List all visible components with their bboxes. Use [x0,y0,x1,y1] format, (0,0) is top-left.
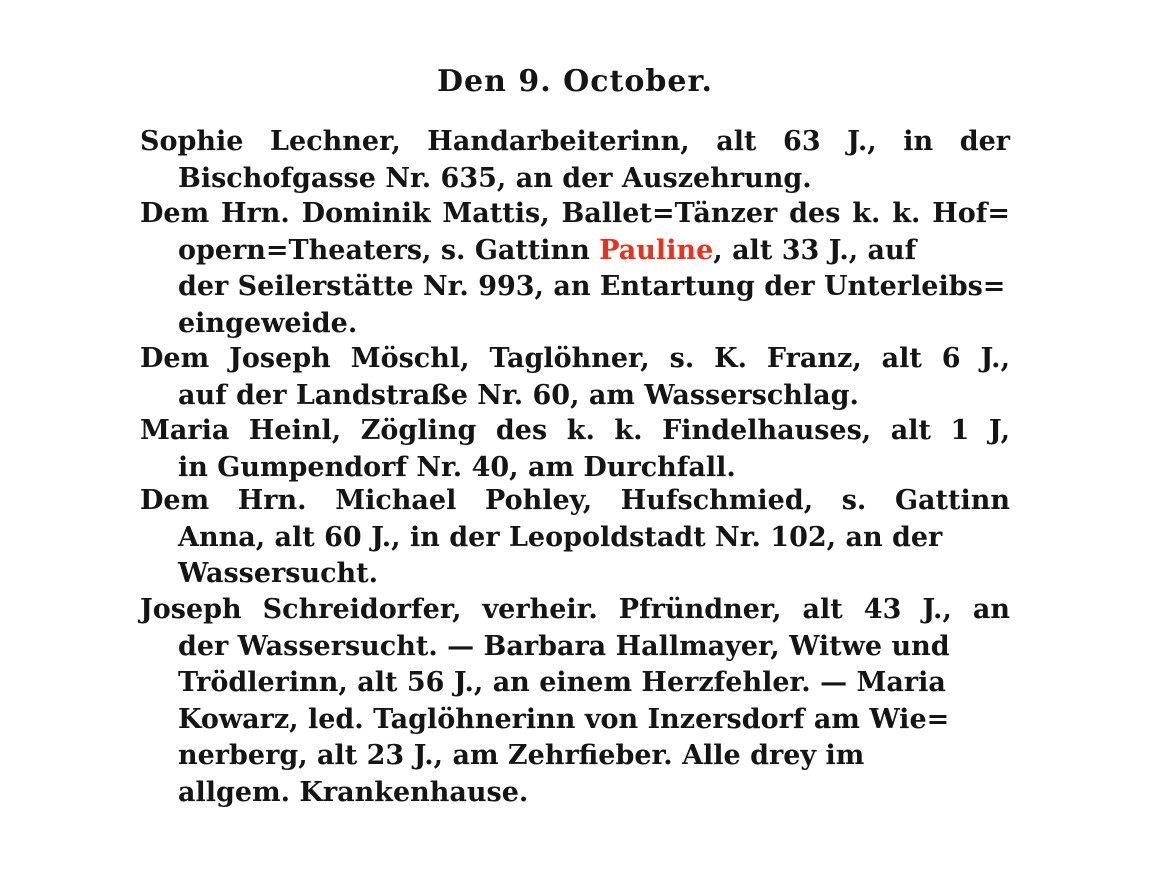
entry-line: der Wassersucht. — Barbara Hallmayer, Witwe und [178,630,950,662]
death-entry [140,413,1010,486]
death-entry [140,592,1010,811]
highlighted-name: Pauline [599,234,714,266]
entry-line [140,233,1010,270]
entry-line: Wassersucht. [178,558,379,589]
entry-line: Trödlerinn, alt 56 J., an einem Herzfehler. — Maria [178,667,946,698]
entry-line: Sophie Lechner, Handarbeiterinn, alt 63 J., in der [140,126,1010,157]
death-entry [140,483,1010,593]
entry-line: nerberg, alt 23 J., am Zehrfieber. Alle drey im [178,740,865,771]
entry-line: allgem. Krankenhause. [178,776,529,808]
entry-line: Bischofgasse Nr. 635, an der Auszehrung. [178,162,812,194]
entry-line: eingeweide. [178,307,358,339]
entry-line-text: opern=Theaters, s. Gattinn [178,234,600,266]
entry-line: auf der Landstraße Nr. 60, am Wasserschlag. [178,379,859,411]
entry-line: Dem Joseph Möschl, Taglöhner, s. K. Franz, alt 6 J., [140,343,1010,374]
entry-line: Joseph Schreidorfer, verheir. Pfründner, alt 43 J., an [140,594,1010,625]
death-entry [140,196,1010,342]
entry-line: Dem Hrn. Michael Pohley, Hufschmied, s. Gattinn [140,485,1010,516]
date-heading: Den 9. October. [437,64,713,99]
entry-line: Anna, alt 60 J., in der Leopoldstadt Nr. 102, an der [178,521,943,553]
entry-line: Dem Hrn. Dominik Mattis, Ballet=Tänzer des k. k. Hof= [140,198,1010,229]
death-entry [140,124,1010,197]
entry-line-text: , alt 33 J., auf [713,234,917,266]
entry-line: der Seilerstätte Nr. 993, an Entartung der Unterleibs= [178,271,1006,302]
death-entry [140,341,1010,414]
entry-line: in Gumpendorf Nr. 40, am Durchfall. [178,451,736,483]
entry-line: Maria Heinl, Zögling des k. k. Findelhauses, alt 1 J, [140,415,1010,446]
entry-line: Kowarz, led. Taglöhnerinn von Inzersdorf am Wie= [178,703,950,735]
